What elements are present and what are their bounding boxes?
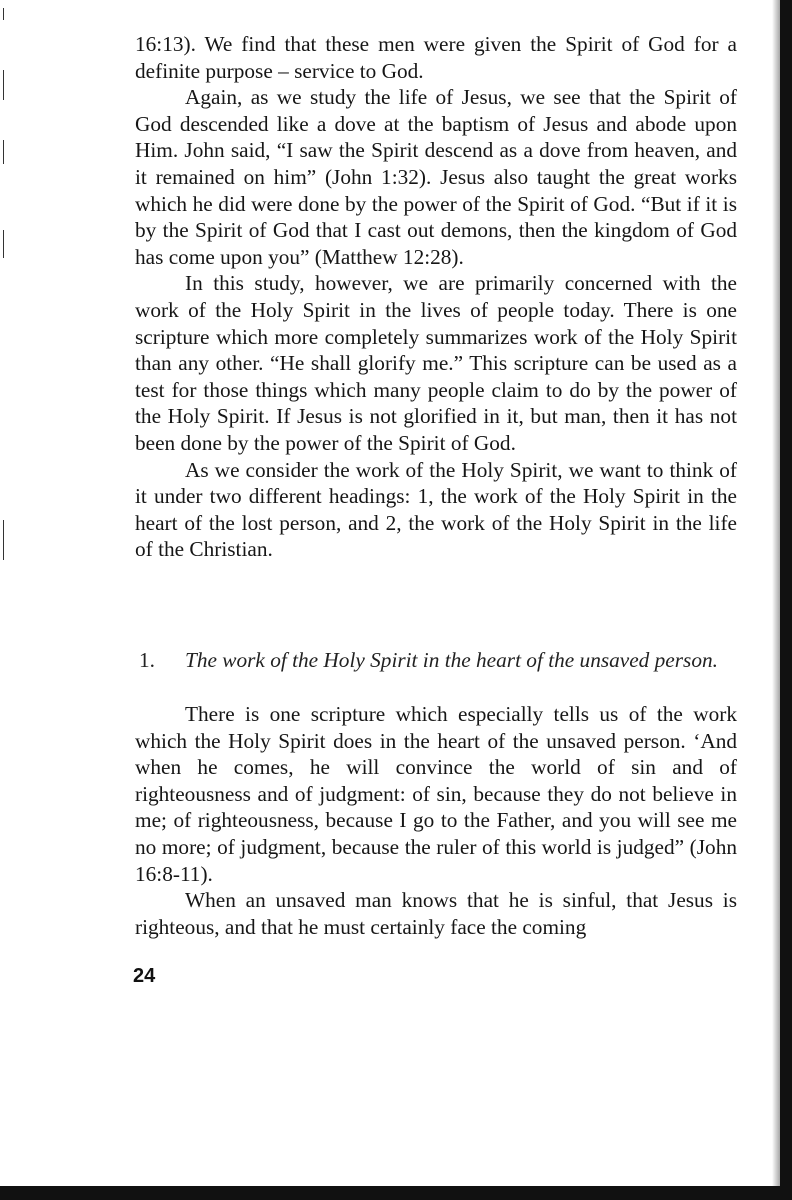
paragraph: 16:13). We find that these men were given the Spirit of God for a definite purpose – service to God.: [135, 32, 737, 83]
paragraph: In this study, however, we are primarily concerned with the work of the Holy Spirit in the lives of people today. There is one scripture which more completely summarizes work of the Holy Spirit than any other. “He shall glorify me.” This scripture can be used as a test for those things which many people claim to do by the power of the Holy Spirit. If Jesus is not glorified in it, but man, then it has not been done by the power of the Spirit of God.: [135, 271, 737, 455]
page-number: 24: [133, 965, 156, 987]
section-heading: [135, 647, 737, 674]
section-number: 1.: [139, 648, 155, 672]
page-edge-mark: [3, 8, 4, 20]
page-shadow: [772, 0, 780, 1186]
page-edge-mark: [3, 230, 4, 258]
paragraph: There is one scripture which especially tells us of the work which the Holy Spirit does in the heart of the unsaved person. ‘And when he comes, he will convince the world of sin and of righteousness and of judgment: of sin, because they do not believe in me; of righteousness, because I go to the Father, and you will see me no more; of judgment, because the ruler of this world is judged” (John 16:8-11).: [135, 702, 737, 886]
paragraph: As we consider the work of the Holy Spirit, we want to think of it under two different headings: 1, the work of the Holy Spirit in the heart of the lost person, and 2, the work of the Holy Spirit in the life of the Christian.: [135, 457, 737, 562]
page-edge-mark: [3, 140, 4, 164]
page-edge-mark: [3, 70, 4, 100]
page-edge-mark: [3, 520, 4, 560]
paragraph: When an unsaved man knows that he is sinful, that Jesus is righteous, and that he must certainly face the coming: [135, 888, 737, 939]
section-title: The work of the Holy Spirit in the heart of the unsaved person.: [185, 648, 718, 672]
paragraph: Again, as we study the life of Jesus, we see that the Spirit of God descended like a dove at the baptism of Jesus and abode upon Him. John said, “I saw the Spirit descend as a dove from heaven, and it remained on him” (John 1:32). Jesus also taught the great works which he did were done by the power of the Spirit of God. “But if it is by the Spirit of God that I cast out demons, then the kingdom of God has come upon you” (Matthew 12:28).: [135, 85, 737, 269]
body-text-bottom: [135, 701, 737, 940]
body-text-top: [135, 31, 737, 563]
